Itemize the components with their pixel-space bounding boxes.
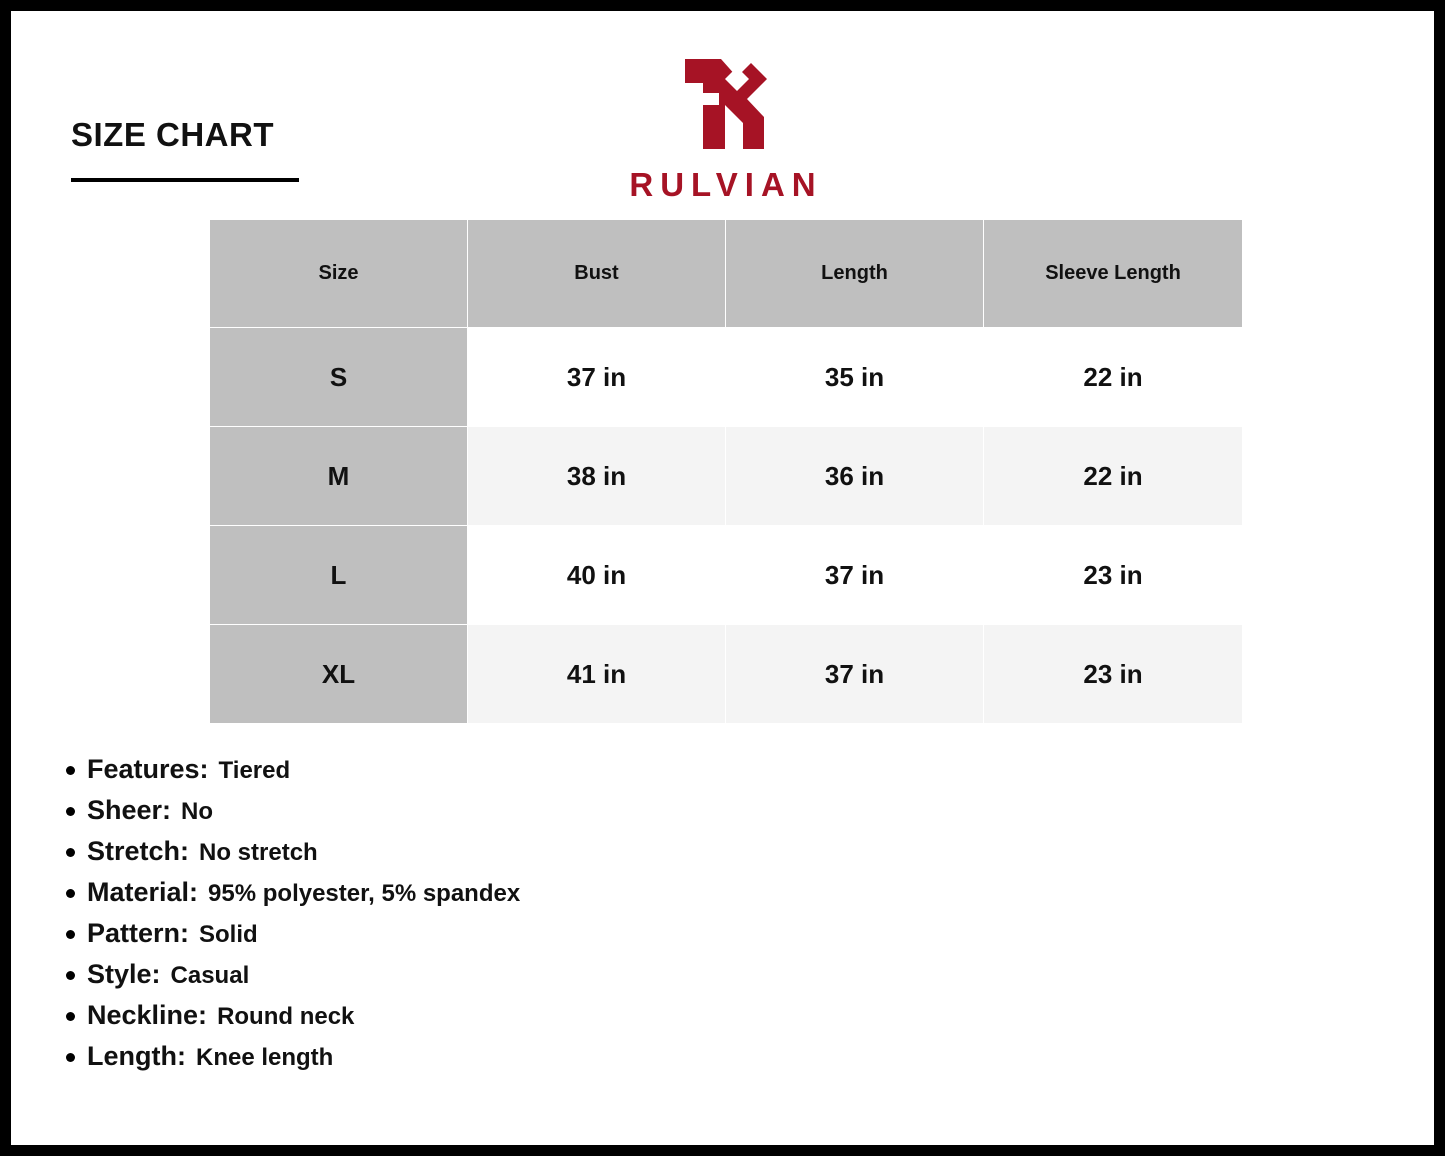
spec-label: Features: xyxy=(87,754,209,784)
spec-label: Pattern: xyxy=(87,918,190,948)
spec-value: Round neck xyxy=(217,1003,355,1030)
spec-value: Casual xyxy=(170,962,250,989)
list-item xyxy=(66,1043,520,1070)
list-item xyxy=(66,879,520,906)
brand-name: RULVIAN xyxy=(629,166,823,203)
spec-label: Stretch: xyxy=(87,836,190,866)
list-item xyxy=(66,1002,520,1029)
page-title: SIZE CHART xyxy=(71,116,274,153)
table-row xyxy=(210,328,1243,427)
cell-length: 35 in xyxy=(726,328,984,427)
spec-value: Knee length xyxy=(195,1044,334,1071)
list-item xyxy=(66,961,520,988)
cell-size: S xyxy=(210,328,468,427)
spec-value: No xyxy=(181,798,214,825)
table-header-row xyxy=(210,220,1243,328)
column-header-length: Length xyxy=(726,220,984,328)
bullet-icon xyxy=(66,1053,75,1062)
cell-sleeve: 22 in xyxy=(984,427,1243,526)
spec-value: Tiered xyxy=(218,757,291,784)
brand-block xyxy=(11,53,1434,204)
spec-value: 95% polyester, 5% spandex xyxy=(208,880,521,907)
list-item xyxy=(66,920,520,947)
bullet-icon xyxy=(66,889,75,898)
spec-label: Neckline: xyxy=(87,1000,208,1030)
cell-size: XL xyxy=(210,625,468,724)
cell-bust: 37 in xyxy=(468,328,726,427)
cell-sleeve: 23 in xyxy=(984,526,1243,625)
cell-bust: 41 in xyxy=(468,625,726,724)
table-row xyxy=(210,526,1243,625)
product-specs-list xyxy=(66,756,520,1084)
cell-sleeve: 23 in xyxy=(984,625,1243,724)
cell-length: 37 in xyxy=(726,625,984,724)
list-item xyxy=(66,756,520,783)
spec-value: No stretch xyxy=(199,839,318,866)
bullet-icon xyxy=(66,1012,75,1021)
table-row xyxy=(210,427,1243,526)
cell-bust: 38 in xyxy=(468,427,726,526)
list-item xyxy=(66,797,520,824)
spec-label: Sheer: xyxy=(87,795,172,825)
list-item xyxy=(66,838,520,865)
bullet-icon xyxy=(66,848,75,857)
spec-label: Style: xyxy=(87,959,161,989)
bullet-icon xyxy=(66,971,75,980)
bullet-icon xyxy=(66,766,75,775)
cell-length: 36 in xyxy=(726,427,984,526)
cell-length: 37 in xyxy=(726,526,984,625)
bullet-icon xyxy=(66,807,75,816)
spec-label: Material: xyxy=(87,877,199,907)
column-header-bust: Bust xyxy=(468,220,726,328)
spec-label: Length: xyxy=(87,1041,186,1071)
column-header-size: Size xyxy=(210,220,468,328)
column-header-sleeve: Sleeve Length xyxy=(984,220,1243,328)
table-row xyxy=(210,625,1243,724)
spec-value: Solid xyxy=(199,921,258,948)
cell-sleeve: 22 in xyxy=(984,328,1243,427)
cell-size: L xyxy=(210,526,468,625)
cell-size: M xyxy=(210,427,468,526)
size-chart-table xyxy=(209,219,1243,724)
bullet-icon xyxy=(66,930,75,939)
cell-bust: 40 in xyxy=(468,526,726,625)
rulvian-monogram-icon xyxy=(663,53,783,158)
